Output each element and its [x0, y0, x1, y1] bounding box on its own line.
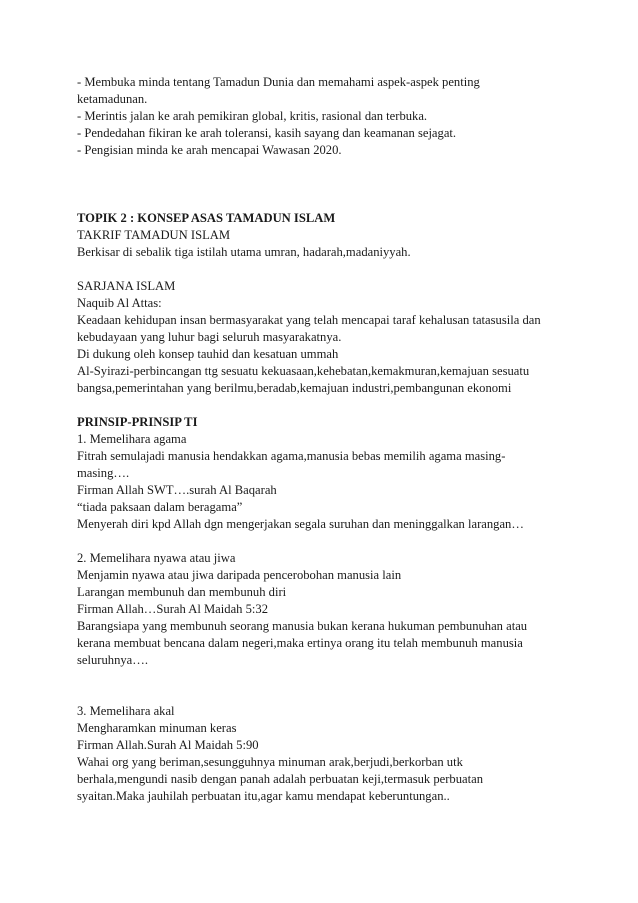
topik2-heading: TOPIK 2 : KONSEP ASAS TAMADUN ISLAM [77, 211, 336, 225]
prinsip-item-line: Firman Allah SWT….surah Al Baqarah [77, 483, 277, 497]
spacer [77, 669, 567, 703]
prinsip-item-line: Wahai org yang beriman,sesungguhnya minuman arak,berjudi,berkorban utk [77, 755, 463, 769]
sarjana-line: bangsa,pemerintahan yang berilmu,beradab,kemajuan industri,pembangunan ekonomi [77, 381, 512, 395]
prinsip-item-agama [77, 431, 567, 533]
prinsip-item-line: Mengharamkan minuman keras [77, 721, 237, 735]
sarjana-line: kebudayaan yang luhur bagi seluruh masyarakatnya. [77, 330, 342, 344]
intro-line: - Membuka minda tentang Tamadun Dunia dan memahami aspek-aspek penting [77, 75, 480, 89]
document-body [77, 74, 567, 805]
prinsip-item-line: “tiada paksaan dalam beragama” [77, 500, 243, 514]
prinsip-item-line: seluruhnya…. [77, 653, 148, 667]
prinsip-item-line: Fitrah semulajadi manusia hendakkan agama,manusia bebas memilih agama masing- [77, 449, 506, 463]
sarjana-section [77, 278, 567, 397]
prinsip-item-line: kerana membuat bencana dalam negeri,maka ertinya orang itu telah membunuh manusia [77, 636, 523, 650]
topik2-text: Berkisar di sebalik tiga istilah utama umran, hadarah,madaniyyah. [77, 245, 411, 259]
sarjana-heading: SARJANA ISLAM [77, 279, 176, 293]
prinsip-section [77, 414, 567, 805]
intro-section [77, 74, 567, 159]
intro-line: - Pendedahan fikiran ke arah toleransi, kasih sayang dan keamanan sejagat. [77, 126, 457, 140]
intro-line: - Pengisian minda ke arah mencapai Wawasan 2020. [77, 143, 342, 157]
topik2-subheading: TAKRIF TAMADUN ISLAM [77, 228, 231, 242]
prinsip-item-title: 3. Memelihara akal [77, 704, 175, 718]
prinsip-item-line: syaitan.Maka jauhilah perbuatan itu,agar kamu mendapat keberuntungan.. [77, 789, 450, 803]
prinsip-item-line: Firman Allah.Surah Al Maidah 5:90 [77, 738, 259, 752]
spacer [77, 159, 567, 210]
spacer [77, 397, 567, 414]
prinsip-item-title: 1. Memelihara agama [77, 432, 187, 446]
intro-line: - Merintis jalan ke arah pemikiran global, kritis, rasional dan terbuka. [77, 109, 428, 123]
prinsip-heading: PRINSIP-PRINSIP TI [77, 415, 198, 429]
sarjana-line: Di dukung oleh konsep tauhid dan kesatuan ummah [77, 347, 339, 361]
prinsip-item-line: Barangsiapa yang membunuh seorang manusia bukan kerana hukuman pembunuhan atau [77, 619, 528, 633]
sarjana-line: Naquib Al Attas: [77, 296, 162, 310]
prinsip-item-akal [77, 703, 567, 805]
prinsip-item-line: berhala,mengundi nasib dengan panah adalah perbuatan keji,termasuk perbuatan [77, 772, 483, 786]
prinsip-item-line: Larangan membunuh dan membunuh diri [77, 585, 287, 599]
spacer [77, 533, 567, 550]
prinsip-item-title: 2. Memelihara nyawa atau jiwa [77, 551, 236, 565]
prinsip-item-line: masing…. [77, 466, 130, 480]
sarjana-line: Al-Syirazi-perbincangan ttg sesuatu kekuasaan,kehebatan,kemakmuran,kemajuan sesuatu [77, 364, 530, 378]
sarjana-line: Keadaan kehidupan insan bermasyarakat yang telah mencapai taraf kehalusan tatasusila dan [77, 313, 541, 327]
prinsip-item-line: Firman Allah…Surah Al Maidah 5:32 [77, 602, 268, 616]
prinsip-item-line: Menyerah diri kpd Allah dgn mengerjakan segala suruhan dan meninggalkan larangan… [77, 517, 524, 531]
intro-line: ketamadunan. [77, 92, 148, 106]
topik2-section [77, 210, 567, 261]
prinsip-item-line: Menjamin nyawa atau jiwa daripada pencerobohan manusia lain [77, 568, 402, 582]
prinsip-item-nyawa [77, 550, 567, 669]
spacer [77, 261, 567, 278]
